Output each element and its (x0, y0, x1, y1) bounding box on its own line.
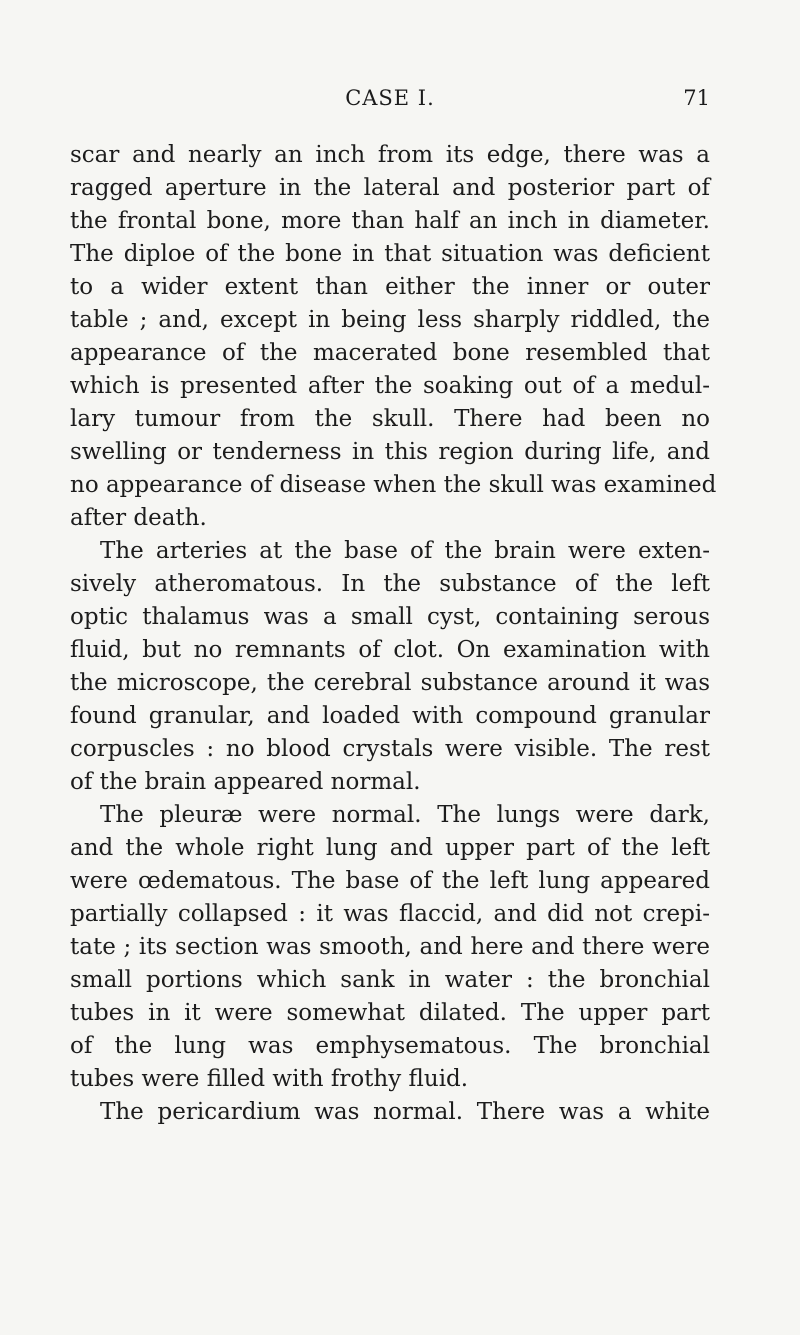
text-line: corpuscles : no blood crystals were visible. The rest (70, 736, 710, 762)
text-line: to a wider extent than either the inner or outer (70, 274, 710, 300)
body-text (70, 139, 717, 1129)
text-line: of the brain appeared normal. (70, 769, 421, 795)
text-line: tubes in it were somewhat dilated. The upper part (70, 1000, 710, 1026)
page-number: 71 (683, 86, 710, 110)
text-line: tubes were filled with frothy fluid. (70, 1066, 469, 1092)
text-line: found granular, and loaded with compound granular (70, 703, 710, 729)
text-line: ragged aperture in the lateral and posterior part of (70, 175, 710, 201)
text-line: which is presented after the soaking out of a medul- (70, 373, 710, 399)
text-line: no appearance of disease when the skull was examined (70, 472, 717, 498)
text-line: The arteries at the base of the brain were exten- (100, 538, 710, 564)
text-line: optic thalamus was a small cyst, containing serous (70, 604, 710, 630)
text-line: the microscope, the cerebral substance around it was (70, 670, 710, 696)
text-line: The pericardium was normal. There was a white (100, 1099, 710, 1125)
text-line: partially collapsed : it was flaccid, and did not crepi- (70, 901, 710, 927)
text-line: tate ; its section was smooth, and here and there were (70, 934, 710, 960)
text-line: sively atheromatous. In the substance of the left (70, 571, 710, 597)
text-line: scar and nearly an inch from its edge, there was a (70, 142, 710, 168)
text-line: the frontal bone, more than half an inch in diameter. (70, 208, 710, 234)
text-line: after death. (70, 505, 207, 531)
text-line: The pleuræ were normal. The lungs were dark, (100, 802, 710, 828)
text-line: and the whole right lung and upper part of the left (70, 835, 710, 861)
text-line: table ; and, except in being less sharply riddled, the (70, 307, 710, 333)
text-line: swelling or tenderness in this region during life, and (70, 439, 710, 465)
text-line: were œdematous. The base of the left lung appeared (70, 868, 710, 894)
text-line: fluid, but no remnants of clot. On examination with (70, 637, 710, 663)
text-line: of the lung was emphysematous. The bronchial (70, 1033, 710, 1059)
running-head (70, 86, 710, 116)
running-title: CASE I. (345, 86, 435, 110)
text-line: small portions which sank in water : the bronchial (70, 967, 710, 993)
text-line: appearance of the macerated bone resembled that (70, 340, 710, 366)
text-line: lary tumour from the skull. There had been no (70, 406, 710, 432)
text-line: The diploe of the bone in that situation was deficient (70, 241, 710, 267)
